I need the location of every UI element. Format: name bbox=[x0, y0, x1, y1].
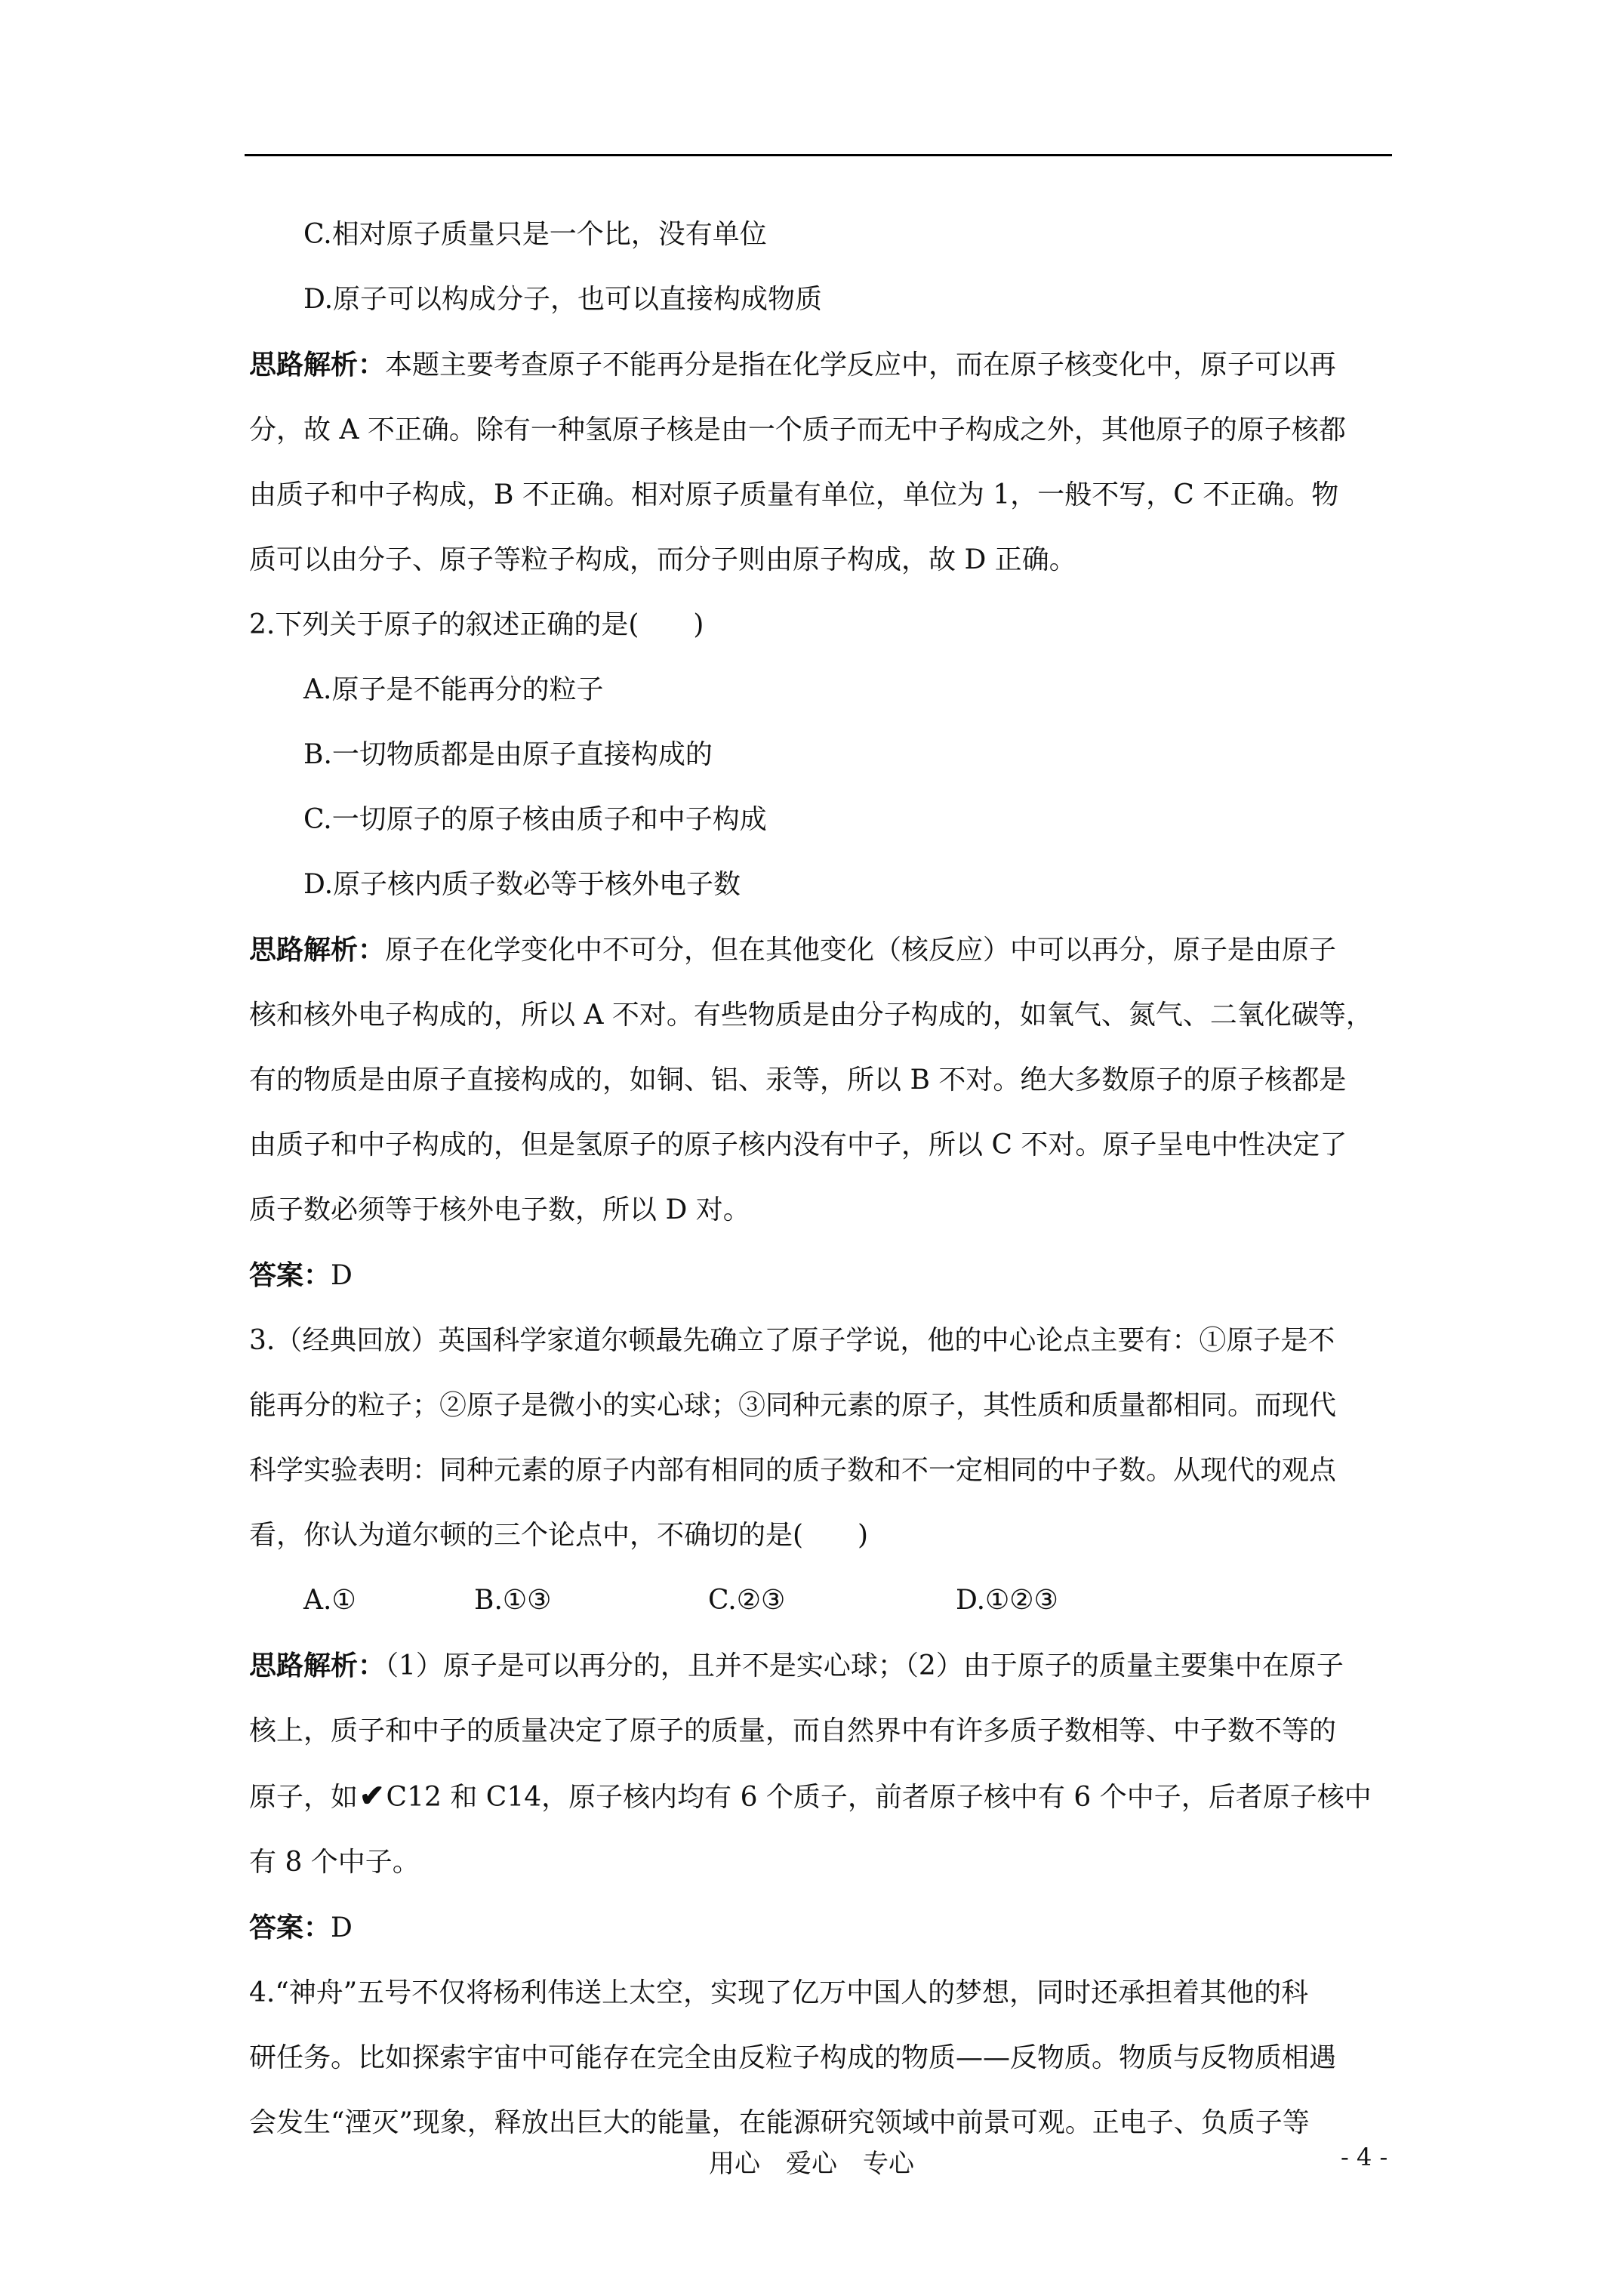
analysis-line: 思路解析：本题主要考查原子不能再分是指在化学反应中，而在原子核变化中，原子可以再 bbox=[249, 349, 1337, 381]
text-line: 原子，如✔C12 和 C14，原子核内均有 6 个质子，前者原子核中有 6 个中子，后者原子核中 bbox=[249, 1764, 1392, 1830]
option-d: D.①②③ bbox=[956, 1585, 1058, 1616]
text-line: 质子数必须等于核外电子数，所以 D 对。 bbox=[249, 1194, 750, 1225]
text-line: 看，你认为道尔顿的三个论点中，不确切的是( ) bbox=[249, 1520, 869, 1551]
analysis-line: 思路解析：原子在化学变化中不可分，但在其他变化（核反应）中可以再分，原子是由原子 bbox=[249, 934, 1337, 966]
question-2: 2.下列关于原子的叙述正确的是( ) bbox=[249, 609, 704, 640]
header-rule bbox=[245, 154, 1392, 156]
option-c-line: C.一切原子的原子核由质子和中子构成 bbox=[303, 804, 767, 835]
option-a-line: A.原子是不能再分的粒子 bbox=[303, 674, 604, 705]
option-b: B.①③ bbox=[474, 1585, 552, 1616]
text-line: 分，故 A 不正确。除有一种氢原子核是由一个质子而无中子构成之外，其他原子的原子核都 bbox=[249, 415, 1346, 445]
text-line: 质可以由分子、原子等粒子构成，而分子则由原子构成，故 D 正确。 bbox=[249, 544, 1076, 575]
page-number: - 4 - bbox=[1341, 2143, 1388, 2171]
text-line: 由质子和中子构成，B 不正确。相对原子质量有单位，单位为 1，一般不写，C 不正确。物 bbox=[249, 479, 1339, 510]
option-d-line: D.原子核内质子数必等于核外电子数 bbox=[303, 869, 741, 900]
text-line: 核上，质子和中子的质量决定了原子的质量，而自然界中有许多质子数相等、中子数不等的 bbox=[249, 1715, 1337, 1746]
option-c-line: C.相对原子质量只是一个比，没有单位 bbox=[303, 219, 767, 250]
option-b-line: B.一切物质都是由原子直接构成的 bbox=[303, 739, 713, 770]
checkmark-icon: ✔ bbox=[359, 1778, 385, 1814]
text-line: 研任务。比如探索宇宙中可能存在完全由反粒子构成的物质——反物质。物质与反物质相遇 bbox=[249, 2042, 1337, 2073]
option-c: C.②③ bbox=[708, 1585, 786, 1616]
option-d-line: D.原子可以构成分子，也可以直接构成物质 bbox=[303, 284, 823, 315]
question-4: 4.“神舟”五号不仅将杨利伟送上太空，实现了亿万中国人的梦想，同时还承担着其他的科 bbox=[249, 1977, 1309, 2008]
text-line: 有 8 个中子。 bbox=[249, 1847, 420, 1878]
text-line: 有的物质是由原子直接构成的，如铜、铝、汞等，所以 B 不对。绝大多数原子的原子核都是 bbox=[249, 1065, 1347, 1096]
text-line: 能再分的粒子；②原子是微小的实心球；③同种元素的原子，其性质和质量都相同。而现代 bbox=[249, 1390, 1337, 1421]
options-row bbox=[249, 1568, 1392, 1633]
answer-label: 答案： bbox=[249, 1912, 331, 1943]
text-line: 核和核外电子构成的，所以 A 不对。有些物质是由分子构成的，如氧气、氮气、二氧化碳等， bbox=[249, 1000, 1373, 1031]
question-3: 3.（经典回放）英国科学家道尔顿最先确立了原子学说，他的中心论点主要有：①原子是不 bbox=[249, 1325, 1335, 1356]
text-line: 会发生“湮灭”现象，释放出巨大的能量，在能源研究领域中前景可观。正电子、负质子等 bbox=[249, 2107, 1310, 2138]
analysis-label: 思路解析： bbox=[249, 934, 386, 966]
answer-label: 答案： bbox=[249, 1259, 331, 1291]
analysis-label: 思路解析： bbox=[249, 1650, 386, 1681]
analysis-line: 思路解析：（1）原子是可以再分的，且并不是实心球；（2）由于原子的质量主要集中在原子 bbox=[249, 1650, 1344, 1681]
answer-line: 答案：D bbox=[249, 1259, 353, 1291]
footer-motto: 用心 爱心 专心 bbox=[709, 2149, 914, 2179]
page-content bbox=[249, 202, 1392, 2156]
text-line: 由质子和中子构成的，但是氢原子的原子核内没有中子，所以 C 不对。原子呈电中性决定了 bbox=[249, 1130, 1347, 1160]
option-a: A.① bbox=[303, 1585, 356, 1616]
text-line: 科学实验表明：同种元素的原子内部有相同的质子数和不一定相同的中子数。从现代的观点 bbox=[249, 1455, 1337, 1486]
analysis-label: 思路解析： bbox=[249, 349, 386, 381]
answer-line: 答案：D bbox=[249, 1912, 353, 1943]
